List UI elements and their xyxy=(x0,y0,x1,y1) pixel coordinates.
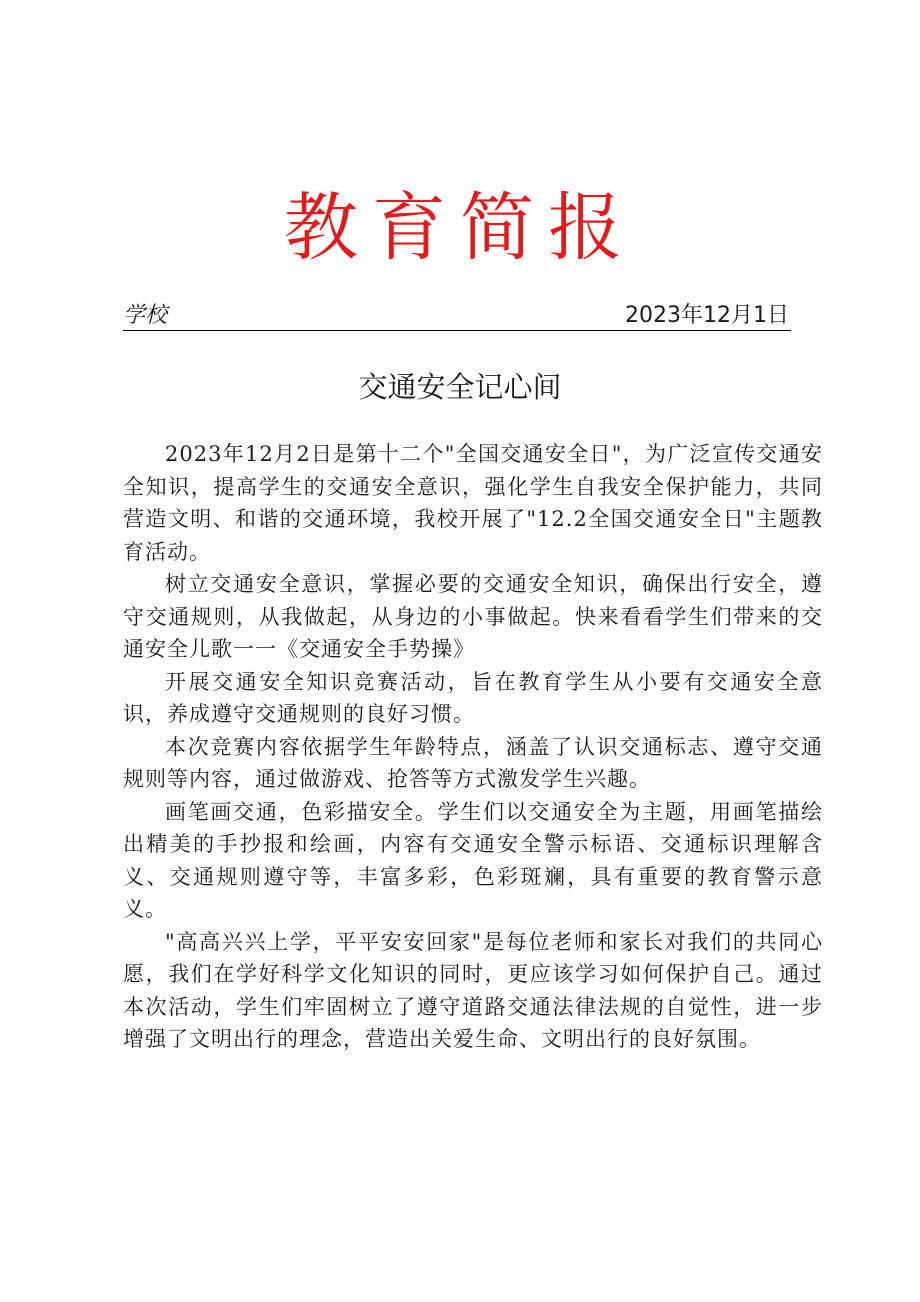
article-paragraph: 树立交通安全意识，掌握必要的交通安全知识，确保出行安全，遵守交通规则，从我做起，从身边的小事做起。快来看看学生们带来的交通安全儿歌一一《交通安全手势操》 xyxy=(123,572,823,661)
article-paragraph: 2023年12月2日是第十二个"全国交通安全日"，为广泛宣传交通安全知识，提高学生的交通安全意识，强化学生自我安全保护能力，共同营造文明、和谐的交通环境，我校开展了"12.2全国交通安全日"主题教育活动。 xyxy=(123,442,823,564)
article-paragraph: 本次竞赛内容依据学生年龄特点，涵盖了认识交通标志、遵守交通规则等内容，通过做游戏、抢答等方式激发学生兴趣。 xyxy=(123,734,823,791)
school-label: 学校 xyxy=(123,303,168,328)
article-paragraph: "高高兴兴上学，平平安安回家"是每位老师和家长对我们的共同心愿，我们在学好科学文化知识的同时，更应该学习如何保护自己。通过本次活动，学生们牢固树立了遵守道路交通法律法规的自觉性，进一步增强了文明出行的理念，营造出关爱生命、文明出行的良好氛围。 xyxy=(123,929,823,1051)
issue-date: 2023年12月1日 xyxy=(625,303,789,328)
masthead-title: 教育简报 xyxy=(284,185,636,271)
article-body xyxy=(123,438,823,1056)
header-info-line xyxy=(123,302,791,331)
article-paragraph: 画笔画交通，色彩描安全。学生们以交通安全为主题，用画笔描绘出精美的手抄报和绘画，内容有交通安全警示标语、交通标识理解含义、交通规则遵守等，丰富多彩，色彩斑斓，具有重要的教育警示意义。 xyxy=(123,799,823,921)
article-title: 交通安全记心间 xyxy=(358,370,562,404)
article-paragraph: 开展交通安全知识竞赛活动，旨在教育学生从小要有交通安全意识，养成遵守交通规则的良好习惯。 xyxy=(123,669,823,726)
